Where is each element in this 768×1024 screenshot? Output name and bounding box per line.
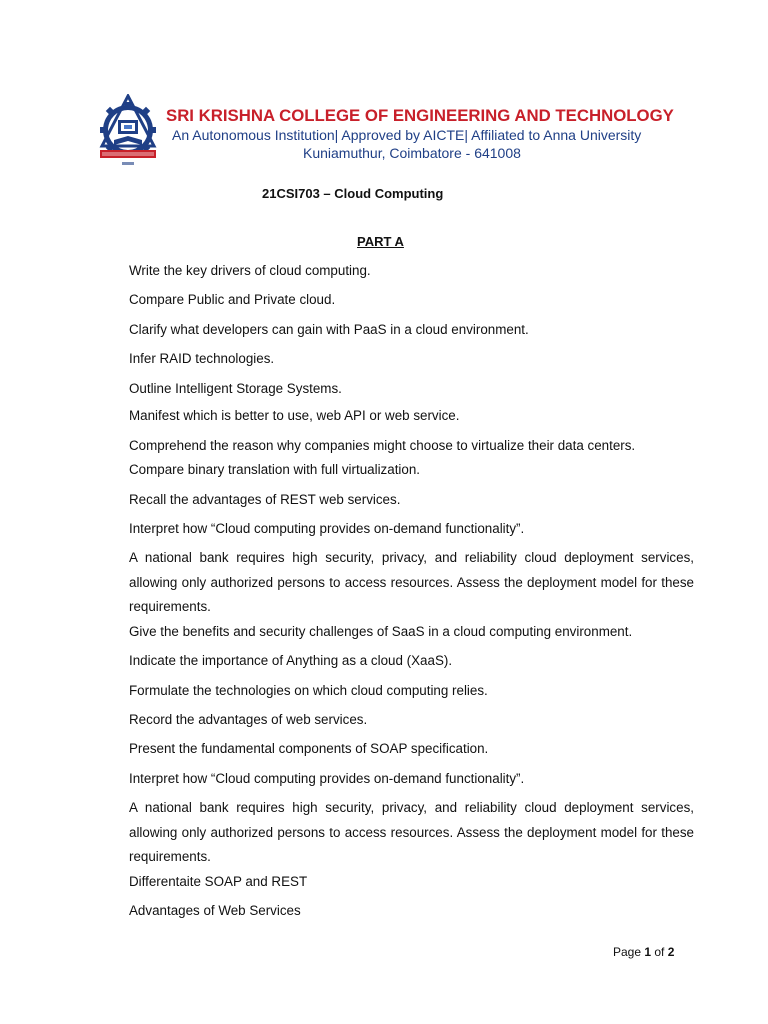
question-item: Infer RAID technologies.	[129, 351, 275, 366]
page-of: of	[651, 945, 668, 959]
question-item: Record the advantages of web services.	[129, 712, 368, 727]
question-item: Interpret how “Cloud computing provides on-demand functionality”.	[129, 521, 525, 536]
question-item: Comprehend the reason why companies might choose to virtualize their data centers.	[129, 438, 636, 453]
question-item: Present the fundamental components of SOAP specification.	[129, 741, 489, 756]
section-title: PART A	[357, 234, 404, 249]
question-item: Indicate the importance of Anything as a cloud (XaaS).	[129, 653, 453, 668]
page-current: 1	[644, 945, 652, 959]
question-item: Formulate the technologies on which cloud computing relies.	[129, 683, 488, 698]
institution-name: SRI KRISHNA COLLEGE OF ENGINEERING AND TECHNOLOGY	[166, 106, 674, 125]
college-header	[96, 94, 682, 172]
question-item: Manifest which is better to use, web API or web service.	[129, 408, 460, 423]
institution-address: Kuniamuthur, Coimbatore - 641008	[303, 145, 521, 161]
question-item: Clarify what developers can gain with PaaS in a cloud environment.	[129, 322, 529, 337]
page-label: Page	[613, 945, 645, 959]
question-item: Write the key drivers of cloud computing.	[129, 263, 371, 278]
question-item: Compare binary translation with full virtualization.	[129, 462, 421, 477]
page-total: 2	[667, 945, 675, 959]
question-item: Recall the advantages of REST web services.	[129, 492, 401, 507]
page-number	[613, 945, 674, 959]
question-item: Advantages of Web Services	[129, 903, 301, 918]
institution-subtitle: An Autonomous Institution| Approved by AICTE| Affiliated to Anna University	[172, 127, 642, 143]
question-item: Give the benefits and security challenges of SaaS in a cloud computing environment.	[129, 624, 633, 639]
question-item: Differentaite SOAP and REST	[129, 874, 308, 889]
question-item: A national bank requires high security, privacy, and reliability cloud deployment services, allowing only authorized persons to access resources. Assess the deployment model for these requirements.	[129, 550, 694, 614]
question-item: A national bank requires high security, privacy, and reliability cloud deployment services, allowing only authorized persons to access resources. Assess the deployment model for these requirements.	[129, 800, 694, 864]
question-item: Interpret how “Cloud computing provides on-demand functionality”.	[129, 771, 525, 786]
question-item: Compare Public and Private cloud.	[129, 292, 336, 307]
course-title: 21CSI703 – Cloud Computing	[262, 186, 444, 201]
question-item: Outline Intelligent Storage Systems.	[129, 381, 342, 396]
college-emblem-icon	[96, 94, 160, 172]
